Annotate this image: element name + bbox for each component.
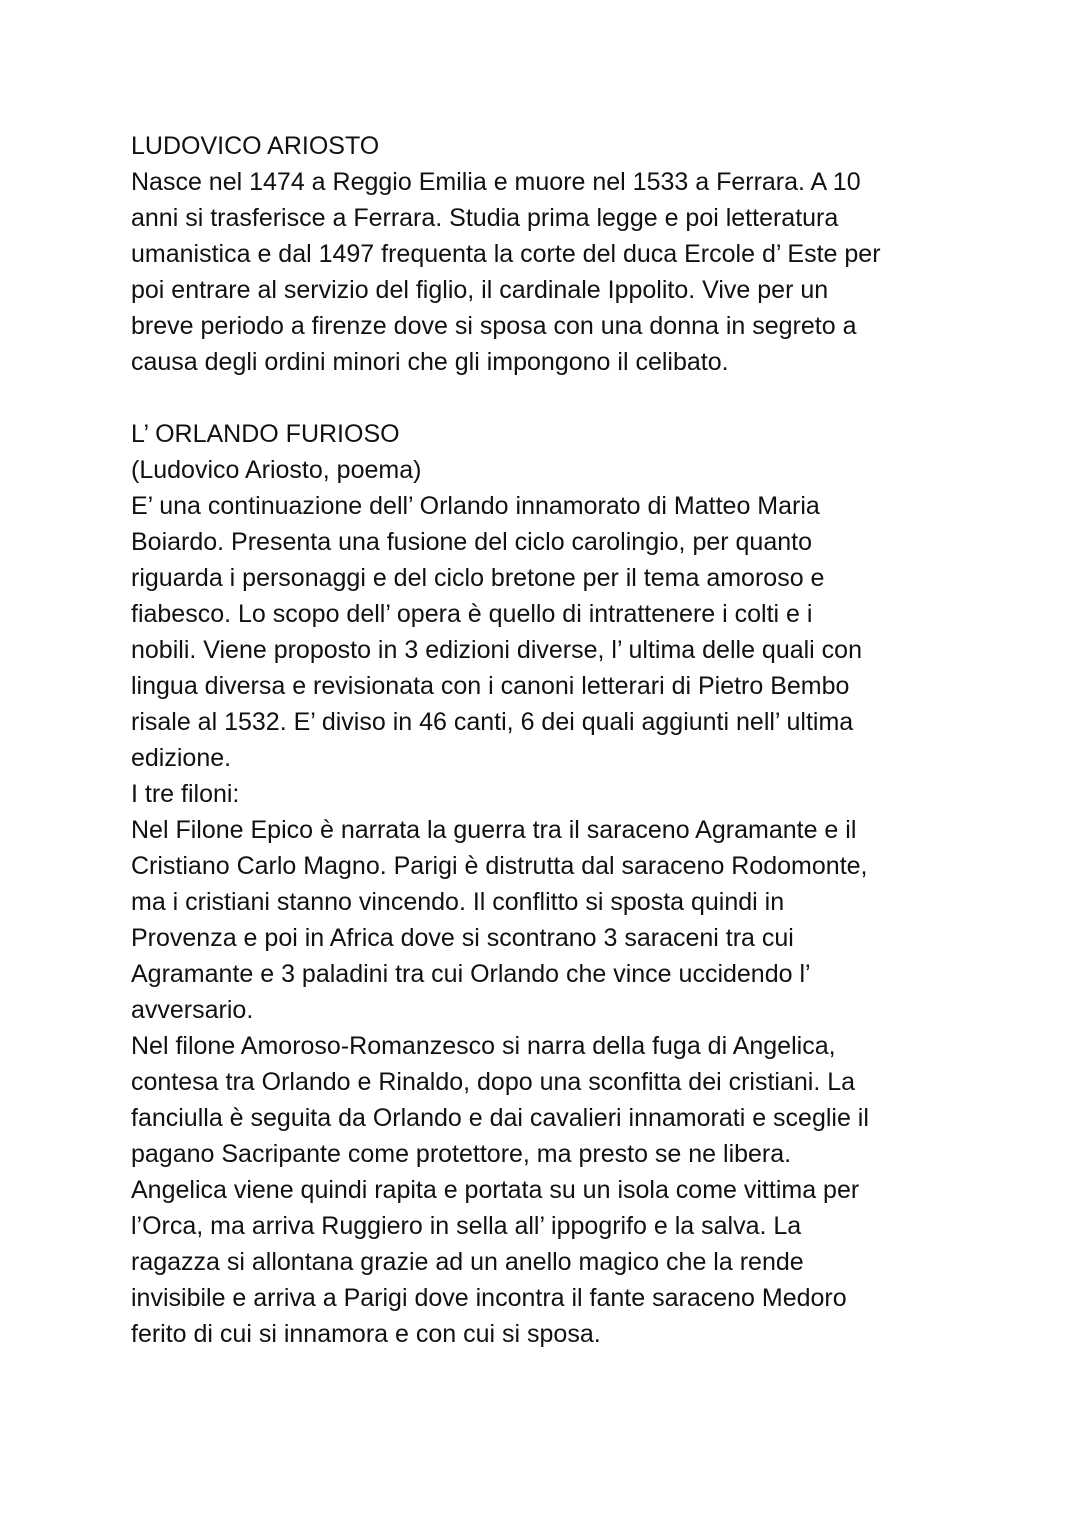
bio-line: anni si trasferisce a Ferrara. Studia prima legge e poi letteratura — [131, 204, 839, 232]
bio-line: umanistica e dal 1497 frequenta la corte del duca Ercole d’ Este per — [131, 240, 881, 268]
section-heading-ariosto: LUDOVICO ARIOSTO — [131, 132, 380, 160]
epico-line: avversario. — [131, 996, 254, 1024]
bio-line: poi entrare al servizio del figlio, il cardinale Ippolito. Vive per un — [131, 276, 829, 304]
epico-line: Provenza e poi in Africa dove si scontrano 3 saraceni tra cui — [131, 924, 794, 952]
intro-line: fiabesco. Lo scopo dell’ opera è quello di intrattenere i colti e i — [131, 600, 813, 628]
amoroso-line: ragazza si allontana grazie ad un anello magico che la rende — [131, 1248, 804, 1276]
intro-line: Boiardo. Presenta una fusione del ciclo carolingio, per quanto — [131, 528, 812, 556]
amoroso-line: ferito di cui si innamora e con cui si sposa. — [131, 1320, 601, 1348]
epico-line: Cristiano Carlo Magno. Parigi è distrutta dal saraceno Rodomonte, — [131, 852, 868, 880]
bio-line: breve periodo a firenze dove si sposa con una donna in segreto a — [131, 312, 857, 340]
epico-line: ma i cristiani stanno vincendo. Il conflitto si sposta quindi in — [131, 888, 785, 916]
intro-line: nobili. Viene proposto in 3 edizioni diverse, l’ ultima delle quali con — [131, 636, 862, 664]
amoroso-line: l’Orca, ma arriva Ruggiero in sella all’ ippogrifo e la salva. La — [131, 1212, 802, 1240]
intro-line: riguarda i personaggi e del ciclo bretone per il tema amoroso e — [131, 564, 825, 592]
paragraph-gap — [131, 380, 961, 416]
epico-line: Nel Filone Epico è narrata la guerra tra il saraceno Agramante e il — [131, 816, 857, 844]
epico-line: Agramante e 3 paladini tra cui Orlando che vince uccidendo l’ — [131, 960, 811, 988]
amoroso-line: Angelica viene quindi rapita e portata su un isola come vittima per — [131, 1176, 860, 1204]
section-heading-orlando: L’ ORLANDO FURIOSO — [131, 420, 400, 448]
intro-line: risale al 1532. E’ diviso in 46 canti, 6 dei quali aggiunti nell’ ultima — [131, 708, 854, 736]
bio-line: causa degli ordini minori che gli impongono il celibato. — [131, 348, 729, 376]
intro-line: edizione. — [131, 744, 232, 772]
amoroso-line: Nel filone Amoroso-Romanzesco si narra della fuga di Angelica, — [131, 1032, 836, 1060]
document-body — [131, 128, 961, 1352]
intro-line: E’ una continuazione dell’ Orlando innamorato di Matteo Maria — [131, 492, 820, 520]
bio-line: Nasce nel 1474 a Reggio Emilia e muore nel 1533 a Ferrara. A 10 — [131, 168, 861, 196]
section-subheading: (Ludovico Ariosto, poema) — [131, 456, 422, 484]
intro-line: lingua diversa e revisionata con i canoni letterari di Pietro Bembo — [131, 672, 850, 700]
amoroso-line: fanciulla è seguita da Orlando e dai cavalieri innamorati e sceglie il — [131, 1104, 869, 1132]
amoroso-line: pagano Sacripante come protettore, ma presto se ne libera. — [131, 1140, 792, 1168]
amoroso-line: contesa tra Orlando e Rinaldo, dopo una sconfitta dei cristiani. La — [131, 1068, 856, 1096]
filoni-label: I tre filoni: — [131, 780, 240, 808]
amoroso-line: invisibile e arriva a Parigi dove incontra il fante saraceno Medoro — [131, 1284, 847, 1312]
